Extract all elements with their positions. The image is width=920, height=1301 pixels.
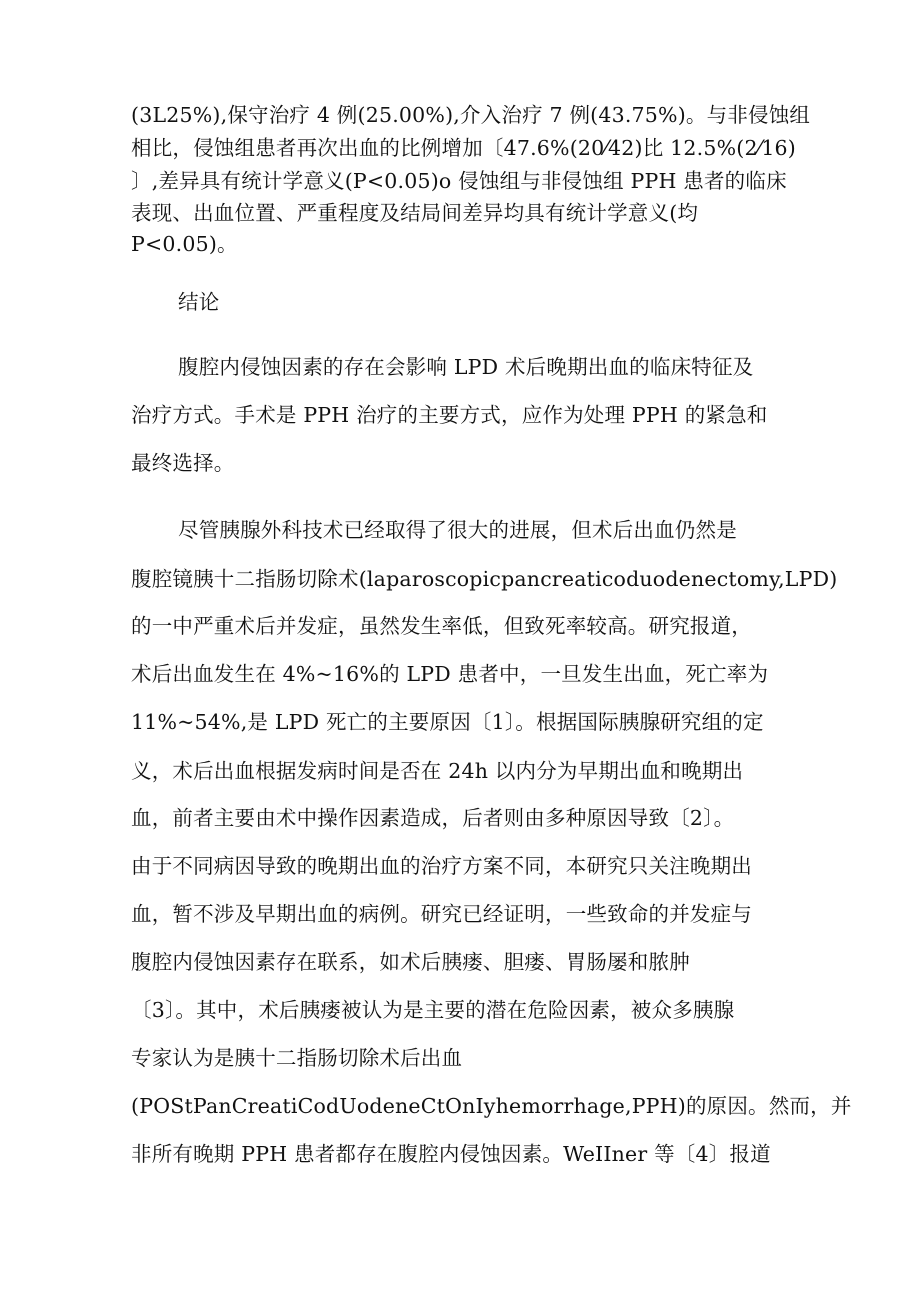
- text-line: 义，术后出血根据发病时间是否在 24h 以内分为早期出血和晚期出: [131, 759, 744, 783]
- text-line: (POStPanCreatiCodUodeneCtOnIyhemorrhage,PPH)的原因。然而，并: [131, 1094, 852, 1118]
- text-line: 相比，侵蚀组患者再次出血的比例增加〔47.6%(20⁄42)比 12.5%(2⁄16): [131, 136, 796, 160]
- text-line: 〔3〕。其中，术后胰瘘被认为是主要的潜在危险因素，被众多胰腺: [131, 998, 735, 1022]
- text-line: 的一中严重术后并发症，虽然发生率低，但致死率较高。研究报道，: [131, 614, 752, 638]
- text-line: (3L25%),保守治疗 4 例(25.00%),介入治疗 7 例(43.75%)。与非侵蚀组: [131, 103, 811, 127]
- text-line: 非所有晚期 PPH 患者都存在腹腔内侵蚀因素。WeIIner 等〔4〕报道: [131, 1142, 771, 1166]
- text-line: 血，前者主要由术中操作因素造成，后者则由多种原因导致〔2〕。: [131, 806, 735, 830]
- text-line: 腹腔内侵蚀因素的存在会影响 LPD 术后晚期出血的临床特征及: [178, 355, 754, 379]
- text-line: 最终选择。: [131, 451, 235, 475]
- text-line: 〕,差异具有统计学意义(P<0.05)o 侵蚀组与非侵蚀组 PPH 患者的临床: [131, 169, 787, 193]
- text-line: 表现、出血位置、严重程度及结局间差异均具有统计学意义(均: [131, 201, 699, 225]
- text-line: 由于不同病因导致的晚期出血的治疗方案不同，本研究只关注晚期出: [131, 854, 752, 878]
- text-line: 术后出血发生在 4%~16%的 LPD 患者中，一旦发生出血，死亡率为: [131, 662, 769, 686]
- section-heading: 结论: [178, 290, 220, 314]
- text-line: P<0.05)。: [131, 232, 238, 256]
- text-line: 尽管胰腺外科技术已经取得了很大的进展，但术后出血仍然是: [178, 518, 737, 542]
- text-line: 治疗方式。手术是 PPH 治疗的主要方式，应作为处理 PPH 的紧急和: [131, 403, 768, 427]
- text-line: 腹腔镜胰十二指肠切除术(laparoscopicpancreaticoduodenectomy,LPD): [131, 567, 838, 591]
- text-line: 11%~54%,是 LPD 死亡的主要原因〔1〕。根据国际胰腺研究组的定: [131, 710, 764, 734]
- text-line: 血，暂不涉及早期出血的病例。研究已经证明，一些致命的并发症与: [131, 902, 752, 926]
- text-line: 专家认为是胰十二指肠切除术后出血: [131, 1046, 463, 1070]
- text-line: 腹腔内侵蚀因素存在联系，如术后胰瘘、胆瘘、胃肠屡和脓肿: [131, 950, 690, 974]
